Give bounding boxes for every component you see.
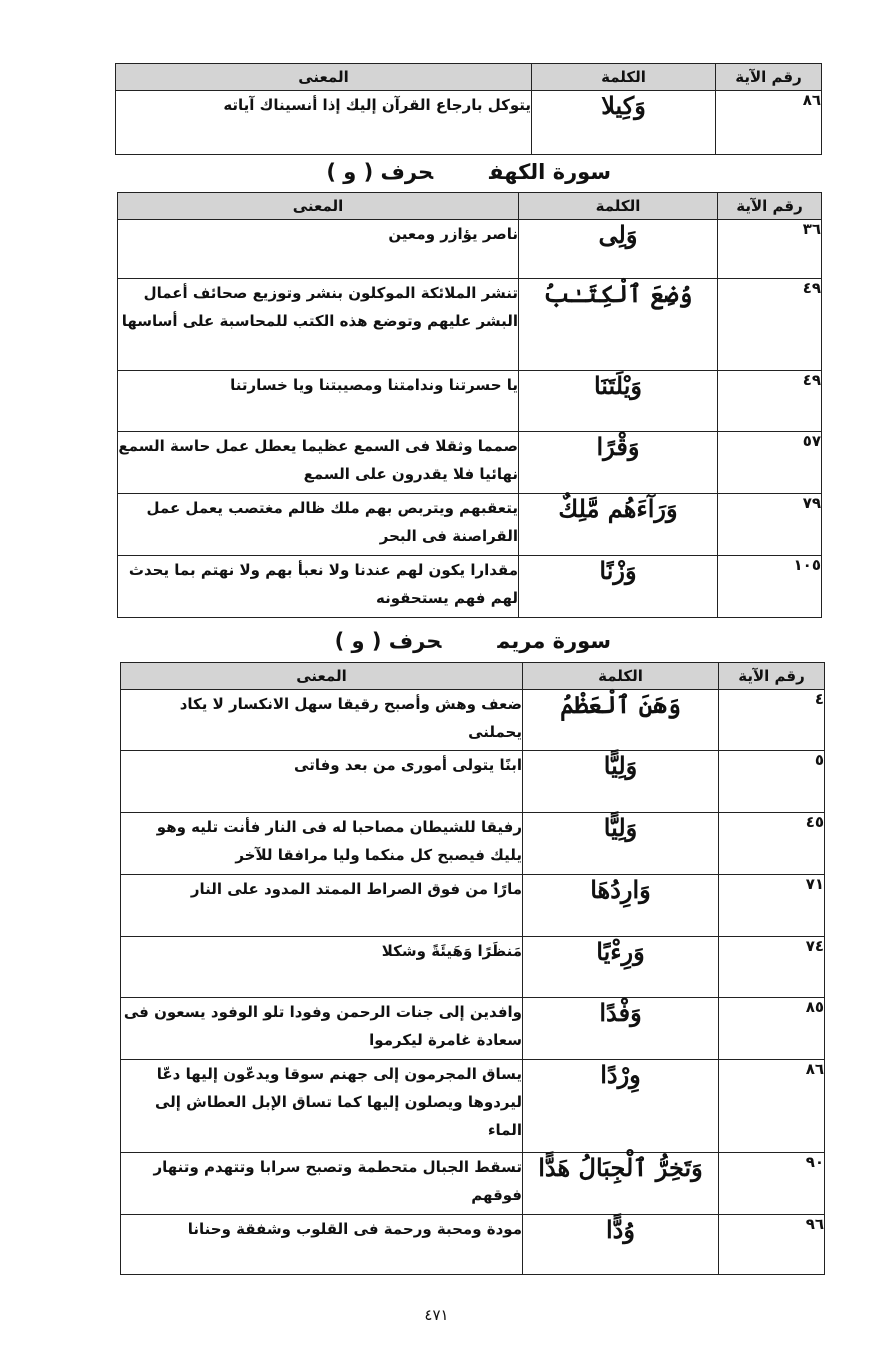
word-meaning: مارًا من فوق الصراط الممتد المدود على النار xyxy=(121,875,523,937)
ayah-number: ٤٩ xyxy=(718,371,822,432)
letter-label: حرف ( و ) xyxy=(334,629,442,653)
ayah-number: ٧٤ xyxy=(719,937,825,998)
quran-word: وَرِءْيًا xyxy=(523,937,719,998)
table-row xyxy=(118,556,822,618)
quran-word: وَارِدُهَا xyxy=(523,875,719,937)
quran-word: وُضِعَ ٱلْكِتَـٰبُ xyxy=(519,279,718,371)
ayah-number: ١٠٥ xyxy=(718,556,822,618)
section-title xyxy=(335,629,611,653)
ayah-number: ٣٦ xyxy=(718,220,822,279)
quran-word: وَرَآءَهُم مَّلِكٌ xyxy=(519,494,718,556)
ayah-number: ٥٧ xyxy=(718,432,822,494)
table-row xyxy=(118,494,822,556)
letter-label: حرف ( و ) xyxy=(326,160,434,184)
ayah-number: ٥ xyxy=(719,751,825,813)
word-meaning: رفيقا للشيطان مصاحبا له فى النار فأنت تليه وهو يليك فيصبح كل منكما وليا مرافقا للآخر xyxy=(121,813,523,875)
table-row xyxy=(121,1153,825,1215)
quran-word: وُدًّا xyxy=(523,1215,719,1275)
surah-name: سورة الكهف xyxy=(489,160,611,184)
ayah-number: ٨٦ xyxy=(719,1060,825,1153)
word-meaning: يا حسرتنا وندامتنا ومصيبتنا ويا خسارتنا xyxy=(118,371,519,432)
ayah-number: ٧١ xyxy=(719,875,825,937)
quran-word: وَهَنَ ٱلْعَظْمُ xyxy=(523,690,719,751)
quran-word: وَلِيًّا xyxy=(523,813,719,875)
table-row xyxy=(121,813,825,875)
word-meaning: تسقط الجبال متحطمة وتصبح سرابا وتتهدم وتنهار فوقهم xyxy=(121,1153,523,1215)
ayah-number: ٧٩ xyxy=(718,494,822,556)
table-row xyxy=(118,220,822,279)
quran-word: وَلِيًّا xyxy=(523,751,719,813)
ayah-number: ٩٠ xyxy=(719,1153,825,1215)
table-row xyxy=(121,1060,825,1153)
quran-word: وَكِيلا xyxy=(532,91,716,155)
word-meaning: صمما وثقلا فى السمع عظيما يعطل عمل حاسة السمع نهائيا فلا يقدرون على السمع xyxy=(118,432,519,494)
table-row xyxy=(121,1215,825,1275)
table-row xyxy=(121,751,825,813)
table-row xyxy=(121,875,825,937)
header-meaning: المعنى xyxy=(121,663,523,690)
word-meaning: تنشر الملائكة الموكلون بنشر وتوزيع صحائف أعمال البشر عليهم وتوضع هذه الكتب للمحاسبة على أساسها xyxy=(118,279,519,371)
word-meaning: يتوكل بارجاع القرآن إليك إذا أنسيناك آياته xyxy=(116,91,532,155)
table-header-row xyxy=(121,663,825,690)
table-row xyxy=(121,998,825,1060)
quran-word: وَيْلَتَنَا xyxy=(519,371,718,432)
ayah-number: ٤٩ xyxy=(718,279,822,371)
word-meaning: مودة ومحبة ورحمة فى القلوب وشفقة وحنانا xyxy=(121,1215,523,1275)
header-word: الكلمة xyxy=(519,193,718,220)
table-row xyxy=(118,279,822,371)
table-row xyxy=(121,690,825,751)
vocab-table-1 xyxy=(115,63,822,155)
header-ayah-number: رقم الآية xyxy=(716,64,822,91)
vocab-table-2 xyxy=(117,192,822,618)
quran-word: وَزْنًا xyxy=(519,556,718,618)
quran-word: وَتَخِرُّ ٱلْجِبَالُ هَدًّا xyxy=(523,1153,719,1215)
word-meaning: يتعقبهم ويتربص بهم ملك ظالم مغتصب يعمل عمل القراصنة فى البحر xyxy=(118,494,519,556)
surah-name: سورة مريم xyxy=(497,629,611,653)
table-row xyxy=(121,937,825,998)
ayah-number: ٨٥ xyxy=(719,998,825,1060)
word-meaning: يساق المجرمون إلى جهنم سوقا ويدعّون إليها دعّا ليردوها ويصلون إليها كما تساق الإبل العطاش إلى الماء xyxy=(121,1060,523,1153)
section-title xyxy=(326,160,611,184)
word-meaning: مقدارا يكون لهم عندنا ولا نعبأ بهم ولا نهتم بما يحدث لهم فهم يستحقونه xyxy=(118,556,519,618)
header-meaning: المعنى xyxy=(118,193,519,220)
ayah-number: ٩٦ xyxy=(719,1215,825,1275)
word-meaning: ناصر يؤازر ومعين xyxy=(118,220,519,279)
table-row xyxy=(118,432,822,494)
header-meaning: المعنى xyxy=(116,64,532,91)
header-word: الكلمة xyxy=(532,64,716,91)
table-row xyxy=(118,371,822,432)
ayah-number: ٤ xyxy=(719,690,825,751)
table-header-row xyxy=(118,193,822,220)
header-ayah-number: رقم الآية xyxy=(718,193,822,220)
vocab-table-3 xyxy=(120,662,825,1275)
page-number: ٤٧١ xyxy=(424,1306,449,1324)
header-ayah-number: رقم الآية xyxy=(719,663,825,690)
quran-word: وَفْدًا xyxy=(523,998,719,1060)
word-meaning: ابنًا يتولى أمورى من بعد وفاتى xyxy=(121,751,523,813)
word-meaning: مَنظَرًا وَهَيئَةً وشكلا xyxy=(121,937,523,998)
header-word: الكلمة xyxy=(523,663,719,690)
table-row xyxy=(116,91,822,155)
table-header-row xyxy=(116,64,822,91)
word-meaning: وافدين إلى جنات الرحمن وفودا تلو الوفود يسعون فى سعادة غامرة ليكرموا xyxy=(121,998,523,1060)
word-meaning: ضعف وهش وأصبح رقيقا سهل الانكسار لا يكاد يحملنى xyxy=(121,690,523,751)
quran-word: وَلِى xyxy=(519,220,718,279)
ayah-number: ٨٦ xyxy=(716,91,822,155)
quran-word: وَقْرًا xyxy=(519,432,718,494)
ayah-number: ٤٥ xyxy=(719,813,825,875)
quran-word: وِرْدًا xyxy=(523,1060,719,1153)
